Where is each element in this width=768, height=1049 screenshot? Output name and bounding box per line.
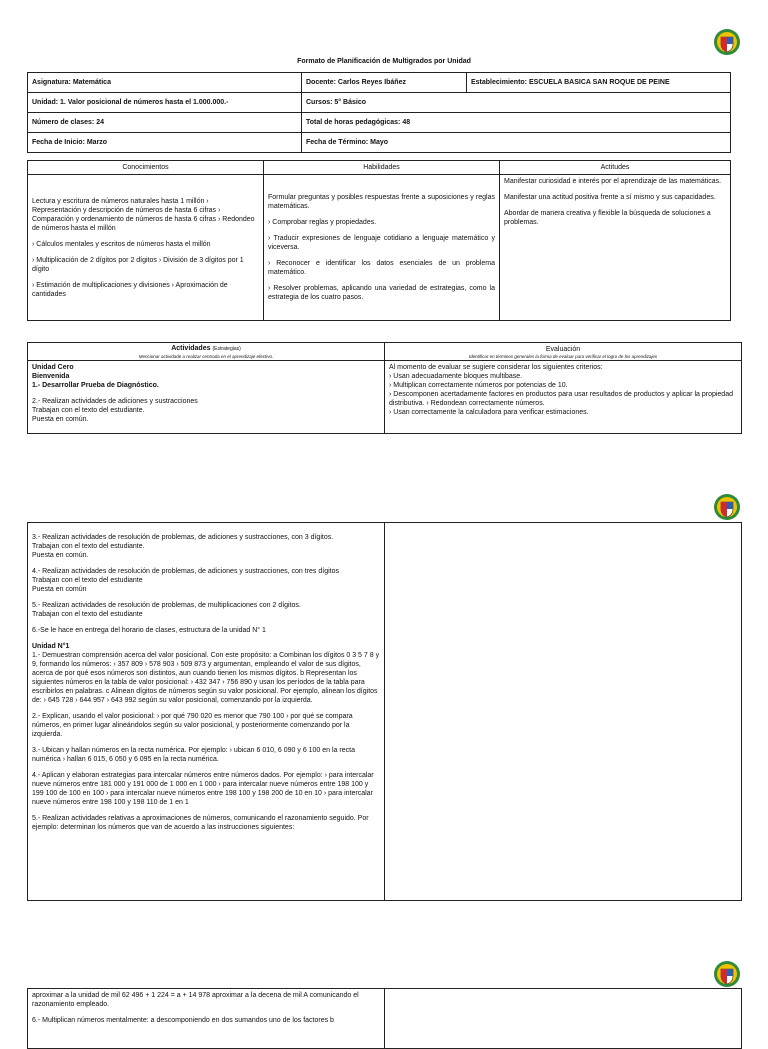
page3-evaluation-cell: [385, 989, 742, 1049]
evaluation-line: › Usan adecuadamente bloques multibase.: [389, 373, 523, 380]
actitud-item: Manifestar curiosidad e interés por el aprendizaje de las matemáticas.: [504, 178, 722, 185]
conocimiento-item: › Multiplicación de 2 dígitos por 2 dígitos › División de 3 dígitos por 1 dígito: [32, 256, 244, 273]
habilidad-item: Formular preguntas y posibles respuestas frente a suposiciones y reglas matemáticas.: [268, 194, 495, 210]
activities-header: Actividades: [171, 345, 211, 352]
activities-subheader: Mencionar actividade a realizar centrada en el aprendizaje efectivo.: [138, 354, 274, 359]
activity-line: Trabajan con el texto del estudiante.: [32, 407, 145, 414]
actitud-item: Abordar de manera creativa y flexible la búsqueda de soluciones a problemas.: [504, 210, 711, 226]
activity-line: Trabajan con el texto del estudiante.: [32, 543, 145, 550]
establecimiento-cell: Establecimiento: ESCUELA BASICA SAN ROQUE DE PEINE: [467, 73, 731, 93]
habilidad-item: › Reconocer e identificar los datos esenciales de un problema matemático.: [268, 260, 495, 276]
page3-activities-table: [27, 988, 742, 1049]
conocimiento-item: Lectura y escritura de números naturales hasta 1 millón › Representación y descripción de números de hasta 6 cifras › Comparación y ordenamiento de números de hasta 6 cifras › Redondeo de números hasta el millón: [32, 197, 255, 232]
activity-line: 6.- Multiplican números mentalmente: a descomponiendo en dos sumandos uno de los factores b: [32, 1017, 334, 1024]
activities-cell: [28, 361, 385, 434]
total-horas-cell: Total de horas pedagógicas: 48: [302, 113, 731, 133]
page2-activities-cell: [28, 523, 385, 901]
habilidades-cell: [264, 175, 500, 321]
activity-line: 2.- Explican, usando el valor posicional: › por qué 790 020 es menor que 790 100 › por qué se compara números, en primer lugar alineándolos según su valor posicional, y posteriormente comenzando por la izquierda.: [32, 713, 353, 738]
activity-line: Bienvenida: [32, 373, 70, 380]
school-crest-icon: [713, 28, 741, 56]
activity-line: 3.- Ubican y hallan números en la recta numérica. Por ejemplo: › ubican 6 010, 6 090 y 6 100 en la recta numérica › hallan 6 015, 6 050 y 6 095 en la recta numérica.: [32, 747, 355, 763]
conocimientos-cell: [28, 175, 264, 321]
activity-line: Trabajan con el texto del estudiante: [32, 611, 143, 618]
docente-cell: Docente: Carlos Reyes Ibáñez: [302, 73, 467, 93]
school-crest-icon: [713, 960, 741, 988]
habilidad-item: › Resolver problemas, aplicando una variedad de estrategias, como la estrategia de los cuatro pasos.: [268, 285, 495, 301]
activities-table: [27, 342, 742, 434]
activity-line: 4.- Aplican y elaboran estrategias para intercalar números entre números dados. Por ejemplo: › para intercalar nueve números entre 181 000 y 191 000 de 1 000 en 1 000 › para intercalar nueve números entre 198 100 y 199 100 de 100 en 100 › para intercalar nueve números entre 198 100 y 198 200 de 10 en 10 › para intercalar nueve números entre 198 100 y 198 110 de 1 en 1: [32, 772, 374, 806]
activity-line: 1.- Desarrollar Prueba de Diagnóstico.: [32, 382, 159, 389]
habilidad-item: › Traducir expresiones de lenguaje cotidiano a lenguaje matemático y viceversa.: [268, 235, 495, 251]
evaluation-header-cell: [385, 343, 742, 361]
conocimientos-header: Conocimientos: [28, 161, 264, 175]
activity-line: Puesta en común.: [32, 552, 89, 559]
activity-line: Puesta en común.: [32, 416, 89, 423]
activity-line: Unidad N°1: [32, 643, 70, 650]
habilidades-header: Habilidades: [264, 161, 500, 175]
unidad-cell: Unidad: 1. Valor posicional de números hasta el 1.000.000.-: [28, 93, 302, 113]
activity-line: 2.- Realizan actividades de adiciones y sustracciones: [32, 398, 198, 405]
evaluation-line: › Descomponen acertadamente factores en productos para usar resultados de productos y aplicar la propiedad distributiva. › Redondean correctamente números.: [389, 391, 733, 407]
activity-line: 5.- Realizan actividades de resolución de problemas, de multiplicaciones con 2 dígitos.: [32, 602, 301, 609]
habilidad-item: › Comprobar reglas y propiedades.: [268, 219, 377, 226]
numero-clases-cell: Número de clases: 24: [28, 113, 302, 133]
knowledge-table: [27, 160, 731, 321]
evaluation-header: Evaluación: [545, 345, 581, 353]
activity-line: Trabajan con el texto del estudiante: [32, 577, 143, 584]
document-title: Formato de Planificación de Multigrados por Unidad: [297, 58, 471, 65]
evaluation-line: › Usan correctamente la calculadora para verificar estimaciones.: [389, 409, 589, 416]
activity-line: 1.- Demuestran comprensión acerca del valor posicional. Con este propósito: a Combinan los dígitos 0 3 5 7 8 y 9, formando los números: › 357 809 › 578 903 › 509 873 y argumentan, empleando el valor de sus dígitos, acerca de por qué esos números son distintos, aun cuando tienen los mismos dígitos. b Representan los siguientes números en la tabla de valor posicional: › 432 347 › 756 890 y usan los períodos de la tabla para escribirlos en palabras. c Alinean dígitos de números según su valor posicional. Por ejemplo, alinean los dígitos de: › 645 728 › 644 957 › 643 992 según su valor posicional, comenzando por la izquierda.: [32, 652, 380, 704]
school-crest-icon: [713, 493, 741, 521]
page2-evaluation-cell: [385, 523, 742, 901]
cursos-cell: Cursos: 5° Básico: [302, 93, 731, 113]
activity-line: aproximar a la unidad de mil 62 496 + 1 224 = a + 14 978 aproximar a la decena de mil A comunicando el razonamiento empleado.: [32, 992, 359, 1008]
asignatura-cell: Asignatura: Matemática: [28, 73, 302, 93]
actitudes-header: Actitudes: [500, 161, 731, 175]
actitud-item: Manifestar una actitud positiva frente a sí mismo y sus capacidades.: [504, 194, 716, 201]
activity-line: 4.- Realizan actividades de resolución de problemas, de adiciones y sustracciones, con tres dígitos: [32, 568, 339, 575]
activity-line: Unidad Cero: [32, 364, 74, 371]
activities-header-note: (Estrategias): [212, 346, 241, 352]
fecha-termino-cell: Fecha de Término: Mayo: [302, 133, 731, 153]
evaluation-subheader: Identificar en términos generales la forma de evaluar para verificar el logro de los aprendizajes: [468, 353, 658, 359]
conocimiento-item: › Cálculos mentales y escritos de números hasta el millón: [32, 240, 211, 248]
activities-header-cell: [28, 343, 385, 361]
activity-line: Puesta en común: [32, 586, 87, 593]
actitudes-cell: [500, 175, 731, 321]
evaluation-line: › Multiplican correctamente números por potencias de 10.: [389, 382, 568, 389]
conocimiento-item: › Estimación de multiplicaciones y divisiones › Aproximación de cantidades: [32, 281, 228, 298]
header-table: [27, 72, 731, 153]
evaluation-line: Al momento de evaluar se sugiere considerar los siguientes criterios:: [389, 364, 603, 371]
activity-line: 5.- Realizan actividades relativas a aproximaciones de números, comunicando el razonamiento seguido. Por ejemplo: determinan los números que van de acuerdo a las instrucciones siguientes:: [32, 815, 369, 831]
activity-line: 6.-Se le hace en entrega del horario de clases, estructura de la unidad N° 1: [32, 627, 266, 634]
page3-activities-cell: [28, 989, 385, 1049]
fecha-inicio-cell: Fecha de Inicio: Marzo: [28, 133, 302, 153]
evaluation-cell: [385, 361, 742, 434]
activity-line: 3.- Realizan actividades de resolución de problemas, de adiciones y sustracciones, con 3 dígitos.: [32, 534, 334, 541]
page2-activities-table: [27, 522, 742, 901]
